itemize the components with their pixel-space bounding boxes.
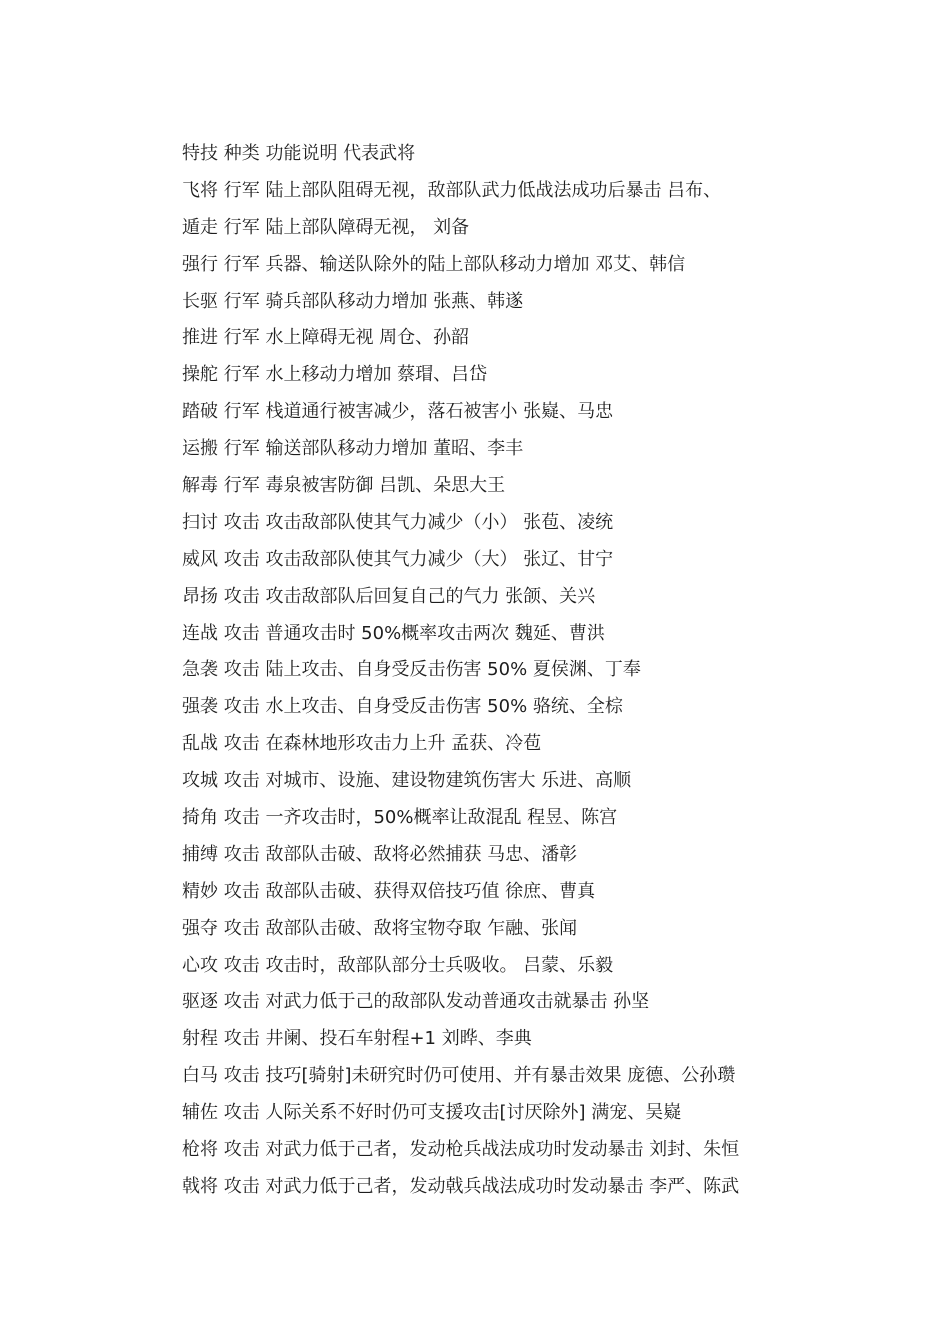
text-line: 捕缚 攻击 敌部队击破、敌将必然捕获 马忠、潘彰 — [182, 843, 578, 865]
text-line: 威风 攻击 攻击敌部队使其气力减少（大） 张辽、甘宁 — [182, 548, 614, 570]
text-line: 乱战 攻击 在森林地形攻击力上升 孟获、冷苞 — [182, 733, 542, 755]
header-line: 特技 种类 功能说明 代表武将 — [182, 143, 416, 164]
text-line: 强行 行军 兵器、输送队除外的陆上部队移动力增加 邓艾、韩信 — [182, 253, 686, 275]
text-line: 射程 攻击 井阑、投石车射程+1 刘晔、李典 — [182, 1028, 532, 1050]
text-line: 驱逐 攻击 对武力低于己的敌部队发动普通攻击就暴击 孙坚 — [182, 991, 650, 1013]
text-line: 心攻 攻击 攻击时，敌部队部分士兵吸收。 吕蒙、乐毅 — [182, 954, 614, 976]
text-line: 连战 攻击 普通攻击时 50%概率攻击两次 魏延、曹洪 — [182, 622, 605, 644]
text-line: 掎角 攻击 一齐攻击时，50%概率让敌混乱 程昱、陈宫 — [182, 807, 618, 829]
text-line: 踏破 行军 栈道通行被害减少，落石被害小 张嶷、马忠 — [182, 401, 614, 423]
skill-table-text — [182, 136, 922, 1206]
text-line: 戟将 攻击 对武力低于己者，发动戟兵战法成功时发动暴击 李严、陈武 — [182, 1175, 740, 1197]
text-line: 运搬 行军 输送部队移动力增加 董昭、李丰 — [182, 438, 524, 460]
text-line: 急袭 攻击 陆上攻击、自身受反击伤害 50% 夏侯渊、丁奉 — [182, 659, 641, 681]
text-line: 长驱 行军 骑兵部队移动力增加 张燕、韩遂 — [182, 290, 524, 312]
text-line: 遁走 行军 陆上部队障碍无视， 刘备 — [182, 216, 470, 238]
text-line: 强袭 攻击 水上攻击、自身受反击伤害 50% 骆统、全棕 — [182, 696, 623, 718]
text-line: 扫讨 攻击 攻击敌部队使其气力减少（小） 张苞、凌统 — [182, 511, 614, 533]
text-line: 精妙 攻击 敌部队击破、获得双倍技巧值 徐庶、曹真 — [182, 880, 596, 902]
text-line: 强夺 攻击 敌部队击破、敌将宝物夺取 乍融、张闻 — [182, 917, 578, 939]
text-line: 解毒 行军 毒泉被害防御 吕凯、朵思大王 — [182, 475, 506, 497]
text-line: 推进 行军 水上障碍无视 周仓、孙韶 — [182, 327, 470, 349]
text-line: 白马 攻击 技巧[骑射]未研究时仍可使用、并有暴击效果 庞德、公孙瓒 — [182, 1065, 736, 1087]
text-line: 昂扬 攻击 攻击敌部队后回复自己的气力 张颌、关兴 — [182, 585, 596, 607]
text-line: 枪将 攻击 对武力低于己者，发动枪兵战法成功时发动暴击 刘封、朱恒 — [182, 1139, 740, 1161]
text-line: 操舵 行军 水上移动力增加 蔡瑁、吕岱 — [182, 364, 488, 386]
text-line: 攻城 攻击 对城市、设施、建设物建筑伤害大 乐进、高顺 — [182, 770, 632, 792]
text-line: 飞将 行军 陆上部队阻碍无视，敌部队武力低战法成功后暴击 吕布、 — [182, 179, 722, 201]
text-line: 辅佐 攻击 人际关系不好时仍可支援攻击[讨厌除外] 满宠、吴嶷 — [182, 1102, 682, 1124]
